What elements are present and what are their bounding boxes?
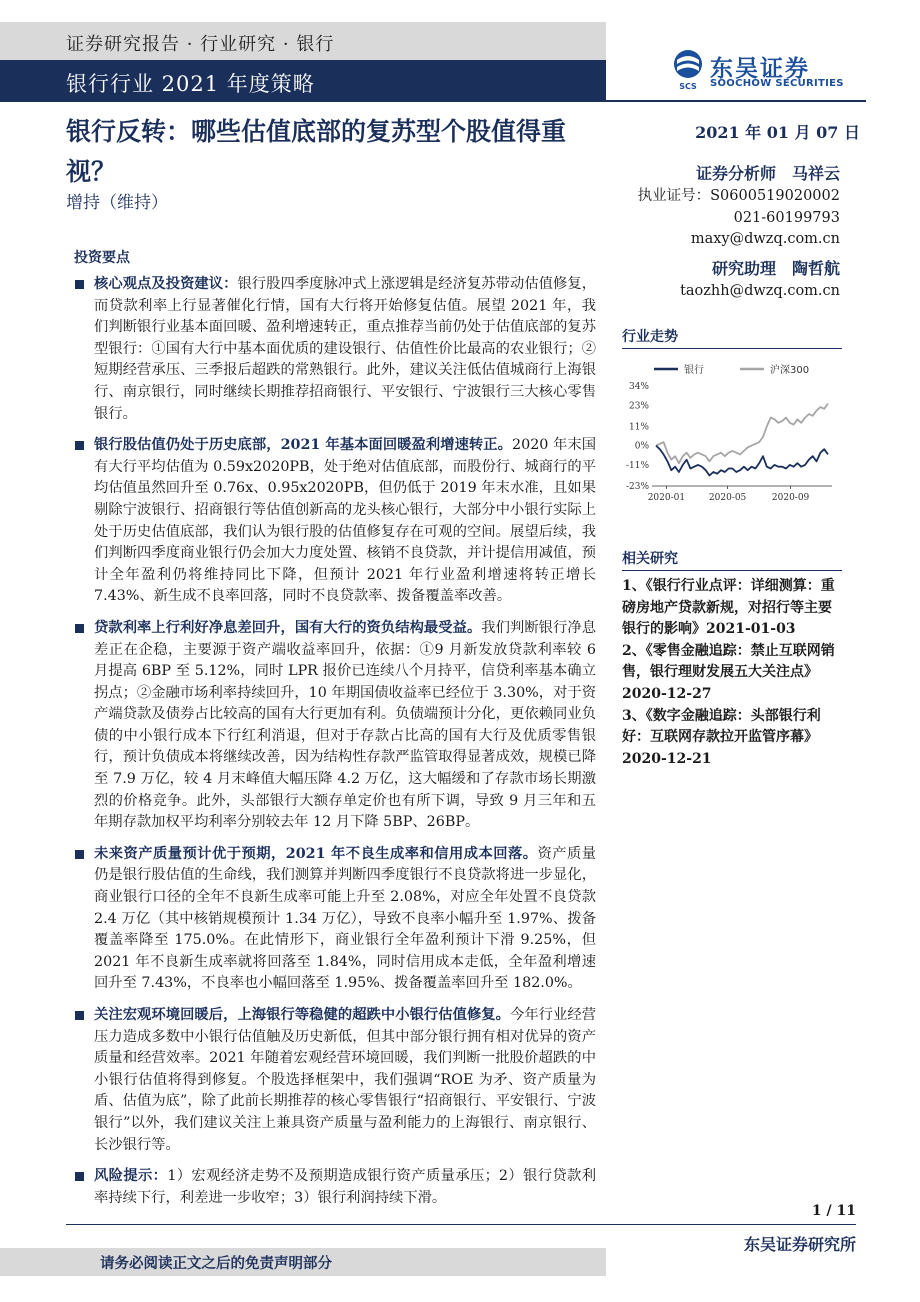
analyst-name: 证券分析师 马祥云 [695,164,840,183]
x-tick-label: 2020-09 [771,493,810,503]
x-tick-label: 2020-01 [647,493,686,503]
header-report-name: 银行行业 2021 年度策略 [66,72,315,96]
industry-trend-chart [622,356,842,506]
point-body: 1）宏观经济走势不及预期造成银行资产质量承压；2）银行贷款利率持续下行，利差进一步收窄；3）银行利润持续下滑。 [94,1168,596,1206]
y-tick-label: 11% [628,422,649,433]
y-tick-label: -11% [625,460,649,471]
bullet-square-icon [75,441,84,450]
point-body: 我们判断银行净息差正在企稳，主要源于资产端收益率回升，依据：①9 月新发放贷款利率较 6 月提高 6BP 至 5.12%，同时 LPR 报价已连续八个月持平，信贷利率基本确立拐点；②金融市场利率持续回升，10 年期国债收益率已经位于 3.30%，对于资产端贷款及债券占比较高的国有大行更加有利。负债端预计分化，更依赖同业负债的中小银行成本下行红利消退，但对于存款占比高的国有大行及优质零售银行，预计负债成本将继续改善，因为结构性存款严监管取得显著成效，规模已降至 7.9 万亿，较 4 月末峰值大幅压降 4.2 万亿，这大幅缓和了存款市场长期激烈的价格竞争。此外，头部银行大额存单定价也有所下调，导致 9 月三年和五年期存款加权平均利率分别较去年 12 月下降 5BP、26BP。 [94,619,597,831]
logo-chinese: 东吴证券 [710,56,810,82]
point-head: 风险提示： [94,1168,168,1185]
trend-section-title: 行业走势 [622,329,678,345]
legend-label: 银行 [684,365,704,376]
x-tick-label: 2020-05 [708,493,747,503]
point-body: 资产质量仍是银行股估值的生命线，我们测算并判断四季度银行不良贷款将进一步显化，商业银行口径的全年不良新生成率可能上升至 2.08%，对应全年处置不良贷款 2.4 万亿（其中核销规模预计 1.34 万亿），导致不良率小幅升至 1.97%、拨备覆盖率降至 175.0%。在此情形下，商业银行全年盈利预计下滑 9.25%，但 2021 年不良新生成率就将回落至 1.84%，同时信用成本走低，全年盈利增速回升至 7.43%，不良率也小幅回落至 1.95%、拨备覆盖率回升至 182.0%。 [94,845,597,992]
rating: 增持（维持） [66,193,168,213]
logo-english: SOOCHOW SECURITIES [710,78,844,89]
point-head: 贷款利率上行利好净息差回升，国有大行的资负结构最受益。 [94,619,482,636]
point-body: 2020 年末国有大行平均估值为 0.59x2020PB，处于绝对估值底部，而股份行、城商行的平均估值虽然回升至 0.76x、0.95x2020PB，但仍低于 2019 年末水准，且如果剔除宁波银行、招商银行等估值创新高的龙头核心银行，大部分中小银行实际上处于历史估值底部，我们认为银行股的估值修复存在可观的空间。展望后续，我们判断四季度商业银行仍会加大力度处置、核销不良贷款，并计提信用减值，预计全年盈利仍将维持同比下降，但预计 2021 年行业盈利增速将转正增长 7.43%、新生成不良率回落，同时不良贷款率、拨备覆盖率改善。 [94,437,596,605]
assistant-email: taozhh@dwzq.com.cn [680,282,840,299]
y-tick-label: -23% [625,482,649,492]
series-line [656,446,828,476]
related-divider [622,570,842,571]
logo-mark-icon [668,48,708,92]
related-item[interactable]: 1、《银行行业点评：详细测算：重磅房地产贷款新规，对招行等主要银行的影响》2021-01-03 [622,578,835,638]
related-section-title: 相关研究 [622,551,678,567]
point-item [74,435,596,608]
header-report-bar [0,60,606,102]
point-body: 今年行业经营压力造成多数中小银行估值触及历史新低，但其中部分银行拥有相对优异的资产质量和经营效率。2021 年随着宏观经营环境回暖，我们判断一批股价超跌的中小银行估值将得到修复。个股选择框架中，我们强调“ROE 为矛、资产质量为盾、估值为底”，除了此前长期推荐的核心零售银行“招商银行、平安银行、宁波银行”以外，我们建议关注上兼具资产质量与盈利能力的上海银行、南京银行、长沙银行等。 [94,1007,597,1153]
logo-mark-text: SCS [679,82,697,91]
legend-label: 沪深300 [770,365,810,376]
related-item[interactable]: 2、《零售金融追踪：禁止互联网销售，银行理财发展五大关注点》2020-12-27 [622,642,835,702]
point-body: 银行股四季度脉冲式上涨逻辑是经济复苏带动估值修复，而贷款利率上行显著催化行情，国有大行将开始修复估值。展望 2021 年，我们判断银行业基本面回暖、盈利增速转正，重点推荐当前仍处于估值底部的复苏型银行：①国有大行中基本面优质的建设银行、估值性价比最高的农业银行；②短期经营承压、三季报后超跌的常熟银行。此外，建议关注低估值城商行上海银行、南京银行，同时继续长期推荐招商银行、平安银行、宁波银行三大核心零售银行。 [94,276,597,422]
header-category: 证券研究报告 · 行业研究 · 银行 [66,34,335,55]
related-research-list [622,576,844,770]
related-item[interactable]: 3、《数字金融追踪：头部银行利好：互联网存款拉开监管序幕》2020-12-21 [622,707,821,767]
analyst-license: 执业证号：S0600519020002 [637,188,840,204]
point-item [74,274,596,425]
point-head: 银行股估值仍处于历史底部，2021 年基本面回暖盈利增速转正。 [94,437,512,454]
investment-points [74,274,596,1219]
analyst-info [620,162,840,302]
investment-section-title: 投资要点 [74,250,130,266]
header-divider [606,100,866,102]
bullet-square-icon [75,280,84,289]
bullet-square-icon [75,624,84,633]
point-head: 未来资产质量预计优于预期，2021 年不良生成率和信用成本回落。 [94,845,538,862]
bullet-square-icon [75,1172,84,1181]
report-title: 银行反转：哪些估值底部的复苏型个股值得重视？ [66,117,567,186]
y-tick-label: 23% [628,401,649,412]
point-item [74,618,596,834]
bullet-square-icon [75,1011,84,1020]
page-number: 1 / 11 [811,1203,856,1219]
point-item [74,1005,596,1156]
bullet-square-icon [75,850,84,859]
point-item [74,1166,596,1209]
series-line [656,404,828,464]
point-head: 关注宏观环境回暖后，上海银行等稳健的超跌中小银行估值修复。 [94,1007,510,1023]
point-head: 核心观点及投资建议： [94,276,238,292]
footer-divider [66,1224,856,1225]
disclaimer-text: 请务必阅读正文之后的免责声明部分 [100,1255,332,1272]
header-category-bar [0,22,606,60]
y-tick-label: 34% [628,382,649,392]
footer-org: 东吴证券研究所 [743,1235,856,1254]
analyst-email: maxy@dwzq.com.cn [690,231,840,247]
report-date: 2021 年 01 月 07 日 [695,123,860,142]
point-item [74,844,596,995]
analyst-phone: 021-60199793 [733,209,840,226]
y-tick-label: 0% [634,441,649,452]
disclaimer-bar [0,1248,606,1276]
company-logo [668,48,868,92]
assistant-name: 研究助理 陶哲航 [711,258,840,278]
trend-divider [622,348,842,349]
